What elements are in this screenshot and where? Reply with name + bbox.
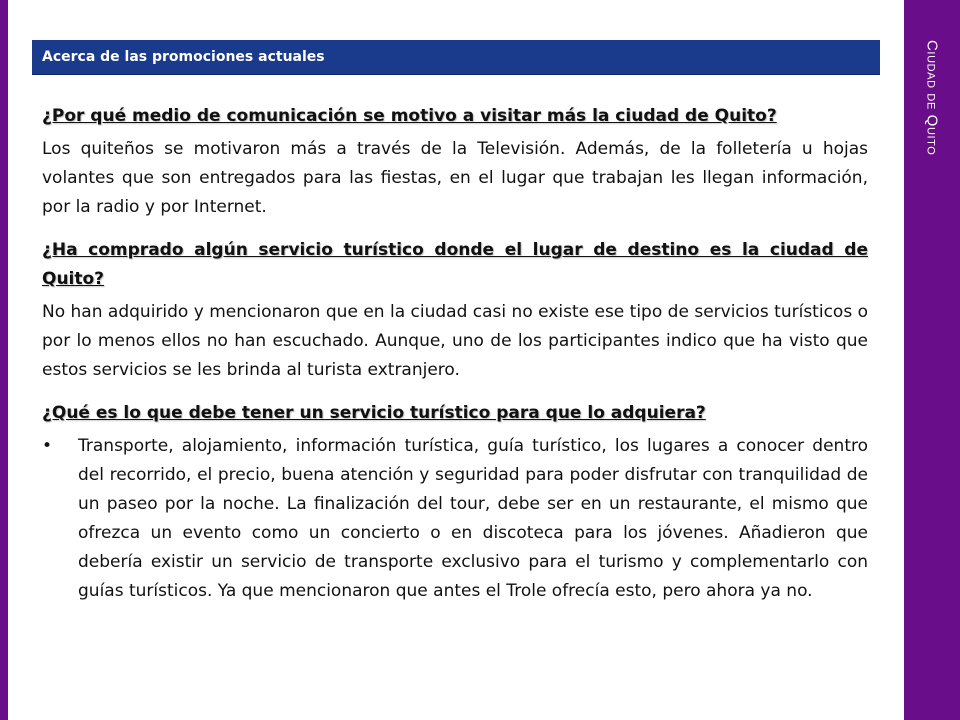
slide-content [42,102,868,606]
header-band [32,40,880,75]
left-accent-bar [0,0,8,720]
side-title: Ciudad de Quito [923,40,941,156]
answer-2: No han adquirido y mencionaron que en la ciudad casi no existe ese tipo de servicios turísticos o por lo menos ellos no han escuchado. Aunque, uno de los participantes indico que ha visto que estos servicios se les brinda al turista extranjero. [42,302,868,380]
header-title: Acerca de las promociones actuales [42,49,325,65]
bullet-item [42,432,868,606]
question-3: ¿Qué es lo que debe tener un servicio turístico para que lo adquiera? [42,403,706,423]
question-1: ¿Por qué medio de comunicación se motivo a visitar más la ciudad de Quito? [42,106,777,126]
bullet-text: Transporte, alojamiento, información turística, guía turístico, los lugares a conocer dentro del recorrido, el precio, buena atención y seguridad para poder disfrutar con tranquilidad de un paseo por la noche. La finalización del tour, debe ser en un restaurante, el mismo que ofrezca un evento como un concierto o en discoteca para los jóvenes. Añadieron que debería existir un servicio de transporte exclusivo para el turismo y complementarlo con guías turísticos. Ya que mencionaron que antes el Trole ofrecía esto, pero ahora ya no. [78,436,868,601]
question-2: ¿Ha comprado algún servicio turístico donde el lugar de destino es la ciudad de Quito? [42,240,868,289]
answer-1: Los quiteños se motivaron más a través de la Televisión. Además, de la folletería u hojas volantes que son entregados para las fiestas, en el lugar que trabajan les llegan información, por la radio y por Internet. [42,139,868,217]
bullet-icon: • [42,436,53,456]
